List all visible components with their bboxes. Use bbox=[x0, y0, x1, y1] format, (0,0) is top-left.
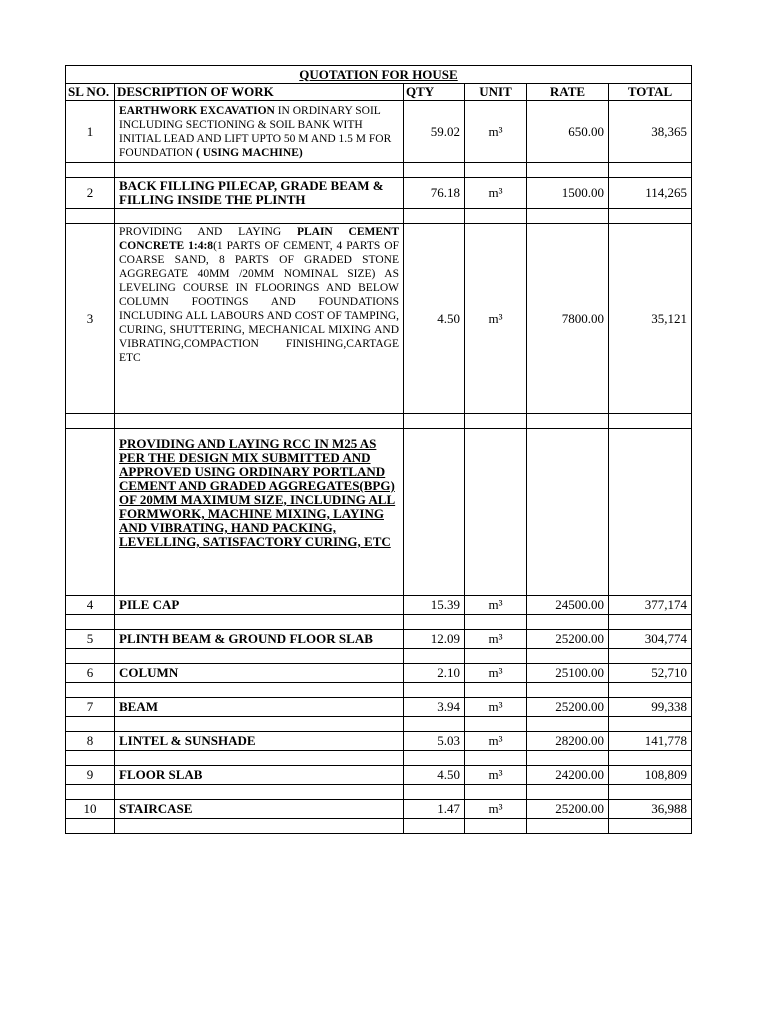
spacer-row bbox=[66, 717, 692, 732]
row-qty: 59.02 bbox=[404, 101, 465, 163]
desc-bold: EARTHWORK EXCAVATION bbox=[119, 104, 275, 117]
table-row bbox=[66, 224, 692, 414]
row-qty: 15.39 bbox=[404, 596, 465, 615]
row-total: 35,121 bbox=[609, 224, 692, 414]
row-rate: 1500.00 bbox=[527, 178, 609, 209]
rcc-heading: PROVIDING AND LAYING RCC IN M25 AS PER THE DESIGN MIX SUBMITTED AND APPROVED USING ORDINARY PORTLAND CEMENT AND GRADED AGGREGATES(BPG) OF 20MM MAXIMUM SIZE, INCLUDING ALL FORMWORK, MACHINE MIXING, LAYING AND VIBRATING, HAND PACKING, LEVELLING, SATISFACTORY CURING, ETC bbox=[115, 429, 404, 596]
row-sl: 2 bbox=[66, 178, 115, 209]
spacer-row bbox=[66, 414, 692, 429]
row-rate: 28200.00 bbox=[527, 732, 609, 751]
row-sl: 9 bbox=[66, 766, 115, 785]
table-row bbox=[66, 698, 692, 717]
table-row bbox=[66, 101, 692, 163]
desc-bold-tail: ( USING MACHINE) bbox=[196, 146, 303, 159]
row-sl: 5 bbox=[66, 630, 115, 649]
row-desc bbox=[115, 101, 404, 163]
row-desc: PLINTH BEAM & GROUND FLOOR SLAB bbox=[115, 630, 404, 649]
header-row bbox=[66, 84, 692, 101]
spacer-row bbox=[66, 819, 692, 834]
row-desc: COLUMN bbox=[115, 664, 404, 683]
row-rate: 24200.00 bbox=[527, 766, 609, 785]
spacer-row bbox=[66, 209, 692, 224]
table-title: QUOTATION FOR HOUSE bbox=[66, 66, 692, 84]
row-qty: 76.18 bbox=[404, 178, 465, 209]
row-rate: 25200.00 bbox=[527, 800, 609, 819]
row-qty: 4.50 bbox=[404, 766, 465, 785]
row-rate: 650.00 bbox=[527, 101, 609, 163]
table-row bbox=[66, 800, 692, 819]
header-rate: RATE bbox=[527, 84, 609, 101]
row-total: 377,174 bbox=[609, 596, 692, 615]
row-rate: 7800.00 bbox=[527, 224, 609, 414]
row-unit: m³ bbox=[465, 800, 527, 819]
row-rate: 25100.00 bbox=[527, 664, 609, 683]
row-total: 36,988 bbox=[609, 800, 692, 819]
row-unit: m³ bbox=[465, 766, 527, 785]
row-total: 99,338 bbox=[609, 698, 692, 717]
header-desc: DESCRIPTION OF WORK bbox=[115, 84, 404, 101]
row-sl: 10 bbox=[66, 800, 115, 819]
row-rate: 24500.00 bbox=[527, 596, 609, 615]
row-rate: 25200.00 bbox=[527, 698, 609, 717]
table-row bbox=[66, 630, 692, 649]
row-sl: 4 bbox=[66, 596, 115, 615]
spacer-row bbox=[66, 785, 692, 800]
spacer-row bbox=[66, 751, 692, 766]
row-desc: BEAM bbox=[115, 698, 404, 717]
table-row bbox=[66, 596, 692, 615]
row-unit: m³ bbox=[465, 596, 527, 615]
table-row bbox=[66, 766, 692, 785]
header-qty: QTY bbox=[404, 84, 465, 101]
row-qty: 1.47 bbox=[404, 800, 465, 819]
table-row bbox=[66, 664, 692, 683]
row-rate: 25200.00 bbox=[527, 630, 609, 649]
row-desc bbox=[115, 224, 404, 414]
row-total: 141,778 bbox=[609, 732, 692, 751]
header-sl: SL NO. bbox=[66, 84, 115, 101]
quotation-table bbox=[65, 65, 692, 834]
desc-text: IN ORDINARY SOIL INCLUDING SECTIONING & SOIL BANK WITH INITIAL LEAD AND LIFT UPTO 50 M AND 1.5 M FOR FOUNDATION bbox=[119, 104, 392, 159]
row-sl: 1 bbox=[66, 101, 115, 163]
row-sl: 7 bbox=[66, 698, 115, 717]
spacer-row bbox=[66, 615, 692, 630]
header-unit: UNIT bbox=[465, 84, 527, 101]
section-heading-row bbox=[66, 429, 692, 596]
row-qty: 4.50 bbox=[404, 224, 465, 414]
row-total: 114,265 bbox=[609, 178, 692, 209]
row-qty: 2.10 bbox=[404, 664, 465, 683]
table-row bbox=[66, 178, 692, 209]
table-row bbox=[66, 732, 692, 751]
row-sl: 8 bbox=[66, 732, 115, 751]
row-unit: m³ bbox=[465, 664, 527, 683]
row-total: 38,365 bbox=[609, 101, 692, 163]
row-desc: BACK FILLING PILECAP, GRADE BEAM & FILLING INSIDE THE PLINTH bbox=[115, 178, 404, 209]
row-unit: m³ bbox=[465, 732, 527, 751]
row-total: 304,774 bbox=[609, 630, 692, 649]
row-qty: 12.09 bbox=[404, 630, 465, 649]
desc-text: PROVIDING AND LAYING bbox=[119, 226, 297, 238]
row-unit: m³ bbox=[465, 630, 527, 649]
row-unit: m³ bbox=[465, 698, 527, 717]
spacer-row bbox=[66, 649, 692, 664]
row-desc: STAIRCASE bbox=[115, 800, 404, 819]
desc-bold: PLAIN CEMENT CONCRETE 1:4:8 bbox=[119, 226, 399, 252]
row-unit: m³ bbox=[465, 224, 527, 414]
row-sl: 3 bbox=[66, 224, 115, 414]
row-qty: 3.94 bbox=[404, 698, 465, 717]
header-total: TOTAL bbox=[609, 84, 692, 101]
spacer-row bbox=[66, 683, 692, 698]
spacer-row bbox=[66, 163, 692, 178]
row-unit: m³ bbox=[465, 178, 527, 209]
row-total: 108,809 bbox=[609, 766, 692, 785]
row-desc: PILE CAP bbox=[115, 596, 404, 615]
row-unit: m³ bbox=[465, 101, 527, 163]
desc-text: (1 PARTS OF CEMENT, 4 PARTS OF COARSE SAND, 8 PARTS OF GRADED STONE AGGREGATE 40MM /20MM NOMINAL SIZE) AS LEVELING COURSE IN FLOORINGS AND BELOW COLUMN FOOTINGS AND FOUNDATIONS INCLUDING ALL LABOURS AND COST OF TAMPING, CURING, SHUTTERING, MECHANICAL MIXING AND VIBRATING,COMPACTION FINISHING,CARTAGE ETC bbox=[119, 240, 399, 364]
row-qty: 5.03 bbox=[404, 732, 465, 751]
row-desc: LINTEL & SUNSHADE bbox=[115, 732, 404, 751]
row-desc: FLOOR SLAB bbox=[115, 766, 404, 785]
row-sl: 6 bbox=[66, 664, 115, 683]
row-total: 52,710 bbox=[609, 664, 692, 683]
